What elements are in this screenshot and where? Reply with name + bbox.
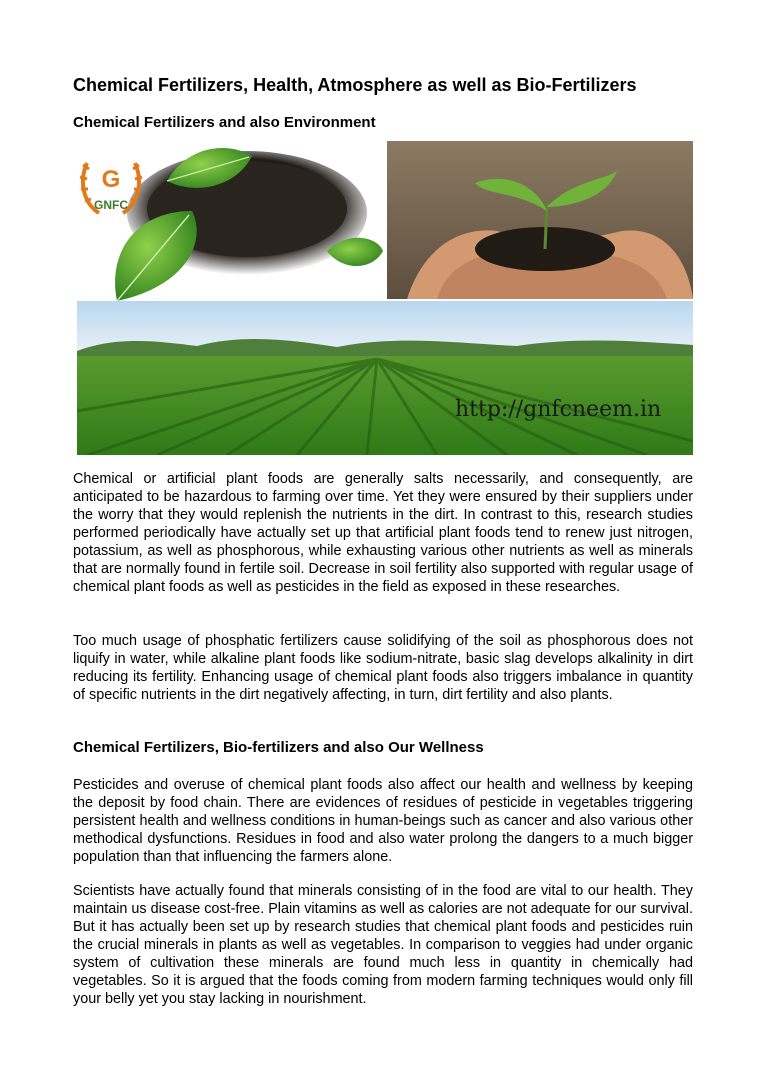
logo-letter: G [101,166,121,193]
paragraph-3: Pesticides and overuse of chemical plant foods also affect our health and wellness by keeping the deposit by food chain. There are evidences of residues of pesticide in vegetables triggering persistent health and wellness conditions in human-beings such as cancer and also various other methodical dysfunctions. Residues in food and also water prolong the dangers to a much bigger population than that influencing the farmers alone. [73,777,693,865]
paragraph-4: Scientists have actually found that minerals consisting of in the food are vital to our health. They maintain us disease cost-free. Plain vitamins as well as calories are not adequate for our survival. But it has actually been set up by research studies that chemical plant foods and pesticides ruin the crucial minerals in plants as well as vegetables. In comparison to veggies had under organic system of cultivation these minerals are found much less in quantity in chemically had vegetables. So it is argued that the foods coming from modern farming techniques would only fill your belly yet you stay lacking in nourishment. [73,883,693,1007]
hands-seedling-panel [387,141,693,299]
fertilizer-collage-image [77,141,693,455]
watermark-url: http://gnfcneem.in [455,397,662,422]
collage-graphic [77,141,693,455]
soil-and-leaves-panel [77,141,383,301]
crop-field-panel [77,301,693,455]
section-heading-environment: Chemical Fertilizers and also Environment [73,114,376,131]
document-title: Chemical Fertilizers, Health, Atmosphere as well as Bio-Fertilizers [73,75,637,95]
section-heading-wellness: Chemical Fertilizers, Bio-fertilizers and also Our Wellness [73,739,484,756]
paragraph-2: Too much usage of phosphatic fertilizers cause solidifying of the soil as phosphorous does not liquify in water, while alkaline plant foods like sodium-nitrate, basic slag develops alkalinity in dirt reducing its fertility. Enhancing usage of chemical plant foods also triggers imbalance in quantity of specific nutrients in the dirt negatively affecting, in turn, dirt fertility and also plants. [73,633,693,703]
logo-text: GNFC [94,198,128,212]
paragraph-1: Chemical or artificial plant foods are generally salts necessarily, and consequently, are anticipated to be hazardous to farming over time. Yet they were ensured by their suppliers under the worry that they would replenish the nutrients in the dirt. In contrast to this, research studies performed periodically have actually set up that artificial plant foods tend to renew just nitrogen, potassium, as well as phosphorous, while exhausting various other nutrients as well as minerals that are normally found in fertile soil. Decrease in soil fertility also supported with regular usage of chemical plant foods as well as pesticides in the field as exposed in these researches. [73,471,693,595]
